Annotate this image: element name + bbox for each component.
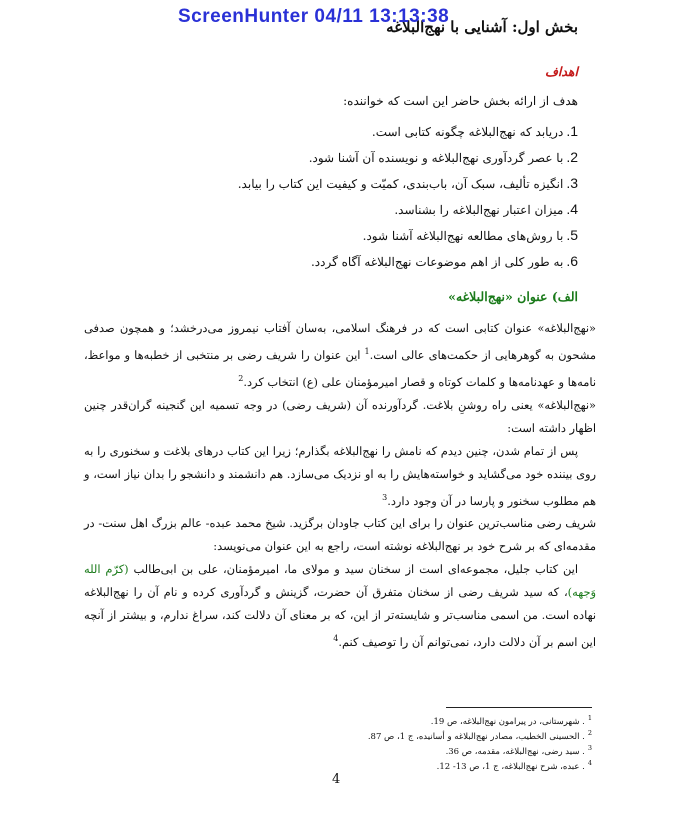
goal-item bbox=[98, 222, 578, 248]
footnote-item bbox=[292, 726, 592, 741]
paragraph-4: شریف رضی مناسب‌ترین عنوان را برای این کتاب جاودان برگزید. شیخ محمد عبده- عالم بزرگ اهل سنت- در مقدمه‌ای که بر شرح خود بر نهج‌البلاغه نوشته است، راجع به این عنوان می‌نویسد: bbox=[84, 516, 596, 554]
goal-item bbox=[98, 118, 578, 144]
screenhunter-watermark: ScreenHunter 04/11 13:13:38 bbox=[178, 6, 450, 27]
footnote-number: 1 bbox=[587, 714, 592, 722]
goal-number: 3. bbox=[566, 175, 578, 191]
footnote-text: . الحسینی الخطیب، مصادر نهج‌البلاغه و أسانیده، ج 1، ص 87. bbox=[367, 731, 585, 742]
paragraph-3-text: پس از تمام شدن، چنین دیدم که نامش را نهج‌البلاغه بگذارم؛ زیرا این کتاب درهای بلاغت و سخنوری را به روی بیننده خود می‌گشاید و خواسته‌هایش را به او نزدیک می‌سازد. هم دانشمند و دانشجو را بدان نیاز است، و هم مطلوب سخنور و پارسا در آن وجود دارد. bbox=[84, 443, 596, 508]
body-text bbox=[84, 317, 596, 654]
goal-text: دریابد که نهج‌البلاغه چگونه کتابی است. bbox=[371, 125, 564, 139]
footnote-ref: 2 bbox=[238, 373, 244, 383]
footnote-text: . سید رضی، نهج‌البلاغه، مقدمه، ص 36. bbox=[445, 746, 585, 757]
section-a-heading: الف) عنوان «نهج‌البلاغه» bbox=[448, 289, 578, 304]
paragraph-1-tail: این عنوان را شریف رضی بر منتخبی از خطبه‌ها و مواعظ، نامه‌ها و عهدنامه‌ها و کلمات کوتاه و قصار امیرمؤمنان علی (ع) انتخاب کرد. bbox=[84, 347, 596, 389]
footnote-item bbox=[292, 756, 592, 771]
goal-number: 5. bbox=[566, 227, 578, 243]
footnote-number: 2 bbox=[587, 729, 592, 737]
page-number: 4 bbox=[332, 772, 341, 787]
paragraph-5-text-b: ، که سید شریف رضی از سخنان متفرق آن حضرت، گزینش و گردآوری کرده و نام آن را نهج‌البلاغه نهاده است. من اسمی مناسب‌تر و شایسته‌تر از این، که بر معنای آن دلالت کند، سراغ ندارم، و بیشتر از آنچه این اسم بر آن دلالت دارد، نمی‌توانم آن را توصیف کنم. bbox=[84, 585, 596, 650]
footnote-ref: 4 bbox=[333, 634, 339, 644]
paragraph-1 bbox=[84, 317, 596, 394]
footnote-number: 4 bbox=[587, 759, 592, 767]
paragraph-5-quote bbox=[84, 558, 596, 654]
goal-number: 4. bbox=[566, 201, 578, 217]
paragraph-2: «نهج‌البلاغه» یعنی راه روشنِ بلاغت. گردآورنده آن (شریف رضی) در وجه تسمیه این گنجینه گران‌قدر چنین اظهار داشته است: bbox=[84, 397, 596, 435]
footnote-ref: 1 bbox=[364, 347, 370, 356]
goal-text: میزان اعتبار نهج‌البلاغه را بشناسد. bbox=[394, 203, 564, 217]
goal-text: انگیزه تألیف، سبک آن، باب‌بندی، کمیّت و کیفیت این کتاب را بیابد. bbox=[237, 177, 564, 191]
goal-number: 6. bbox=[566, 253, 578, 269]
footnote-item bbox=[292, 741, 592, 756]
goal-text: به طور کلی از اهم موضوعات نهج‌البلاغه آگاه گردد. bbox=[310, 255, 564, 269]
goal-number: 1. bbox=[566, 123, 578, 139]
paragraph-1-text: «نهج‌البلاغه» عنوان کتابی است که در فرهنگ اسلامی، به‌سان آفتاب نیمروز می‌درخشد؛ و همچون صدفی مشحون به گوهرهایی از حکمت‌های عالی است. bbox=[84, 321, 596, 362]
goals-intro: هدف از ارائه بخش حاضر این است که خواننده: bbox=[343, 94, 578, 108]
goals-list bbox=[98, 118, 578, 274]
footnote-text: . شهرستانی، در پیرامون نهج‌البلاغه، ص 19. bbox=[430, 716, 585, 727]
honorific-phrase: (کرّم الله وَجهه) bbox=[84, 562, 596, 600]
goal-item bbox=[98, 144, 578, 170]
goal-item bbox=[98, 170, 578, 196]
footnote-separator bbox=[446, 707, 592, 708]
footnote-item bbox=[292, 711, 592, 726]
footnote-text: . عبده، شرح نهج‌البلاغه، ج 1، ص 13- 12. bbox=[436, 761, 585, 772]
paragraph-5-text-a: این کتاب جلیل، مجموعه‌ای است از سخنان سید و مولای ما، امیرمؤمنان، علی بن ابی‌طالب bbox=[128, 562, 578, 577]
footnote-ref: 3 bbox=[382, 492, 388, 502]
goal-number: 2. bbox=[566, 149, 578, 165]
footnotes-list bbox=[292, 711, 592, 771]
part-title: بخش اول: آشنایی با نهج‌البلاغه bbox=[386, 18, 578, 36]
goals-heading: اهداف bbox=[544, 64, 578, 79]
goal-item bbox=[98, 248, 578, 274]
goal-text: با عصر گردآوری نهج‌البلاغه و نویسنده آن آشنا شود. bbox=[308, 151, 564, 165]
goal-text: با روش‌های مطالعه نهج‌البلاغه آشنا شود. bbox=[362, 229, 564, 243]
goal-item bbox=[98, 196, 578, 222]
paragraph-3-quote bbox=[84, 440, 596, 513]
footnote-number: 3 bbox=[587, 744, 592, 752]
